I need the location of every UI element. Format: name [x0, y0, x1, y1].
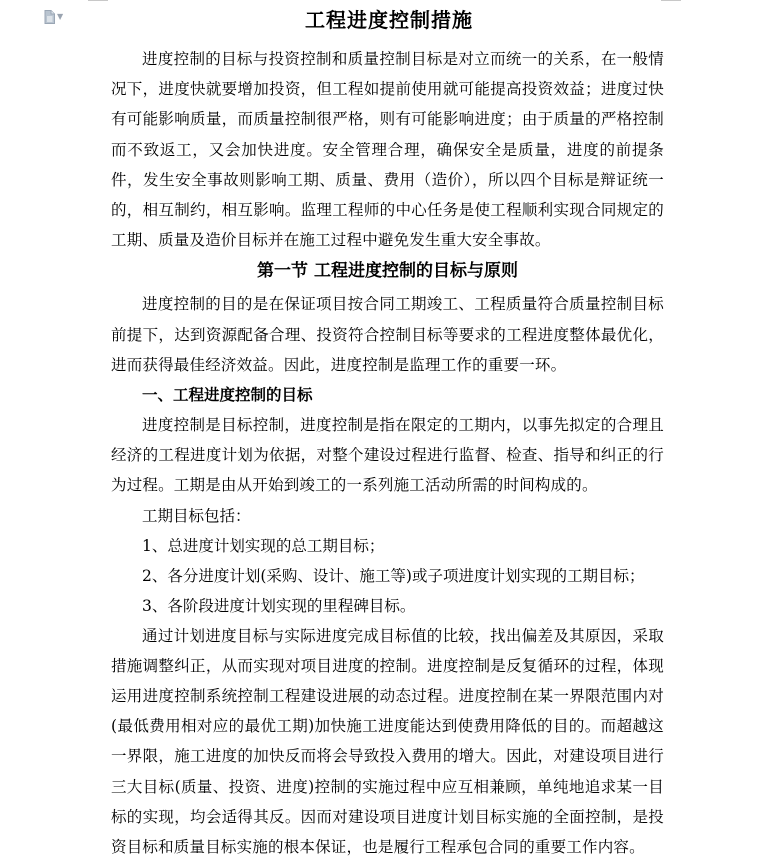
intro-paragraph: 进度控制的目标与投资控制和质量控制目标是对立而统一的关系，在一般情况下，进度快就要增加投资，但工程如提前使用就可能提高投资效益；进度过快有可能影响质量，而质量控制很严格，则有可能影响进度；由于质量的严格控制而不致返工，又会加快进度。安全管理合理，确保安全是质量，进度的前提条件，发生安全事故则影响工期、质量、费用（造价），所以四个目标是辩证统一的，相互制约，相互影响。监理工程师的中心任务是使工程顺利实现合同规定的工期、质量及造价目标并在施工过程中避免发生重大安全事故。 [111, 50, 664, 250]
section-heading: 第一节 工程进度控制的目标与原则 [257, 261, 518, 282]
subsection-heading: 一、工程进度控制的目标 [142, 385, 313, 405]
section-paragraph: 进度控制的目的是在保证项目按合同工期竣工、工程质量符合质量控制目标前提下，达到资源配备合理、投资符合控制目标等要求的工程进度整体最优化，进而获得最佳经济效益。因此，进度控制是监理工作的重要一环。 [111, 295, 664, 374]
header-rule-left [88, 0, 108, 1]
chevron-down-icon[interactable]: ▼ [57, 12, 64, 21]
document-title: 工程进度控制措施 [305, 8, 473, 32]
list-item: 2、各分进度计划(采购、设计、施工等)或子项进度计划实现的工期目标； [142, 566, 645, 585]
list-item: 3、各阶段进度计划实现的里程碑目标。 [142, 596, 416, 615]
document-body [111, 44, 664, 862]
list-item: 1、总进度计划实现的总工期目标； [142, 536, 385, 555]
closing-paragraph: 通过计划进度目标与实际进度完成目标值的比较，找出偏差及其原因，采取措施调整纠正，从而实现对项目进度的控制。进度控制是反复循环的过程，体现运用进度控制系统控制工程建设进展的动态过程。进度控制在某一界限范围内对(最低费用相对应的最优工期)加快施工进度能达到使费用降低的目的。而超越这一界限，施工进度的加快反而将会导致投入费用的增大。因此，对建设项目进行三大目标(质量、投资、进度)控制的实施过程中应互相兼顾，单纯地追求某一目标的实现，均会适得其反。因而对建设项目进度计划目标实施的全面控制，是投资目标和质量目标实施的根本保证，也是履行工程承包合同的重要工作内容。 [111, 626, 664, 857]
goals-intro: 工期目标包括： [142, 506, 251, 525]
subsection-paragraph: 进度控制是目标控制，进度控制是指在限定的工期内，以事先拟定的合理且经济的工程进度计划为依据，对整个建设过程进行监督、检查、指导和纠正的行为过程。工期是由从开始到竣工的一系列施工活动所需的时间构成的。 [111, 416, 664, 495]
header-rule-right [661, 0, 681, 1]
